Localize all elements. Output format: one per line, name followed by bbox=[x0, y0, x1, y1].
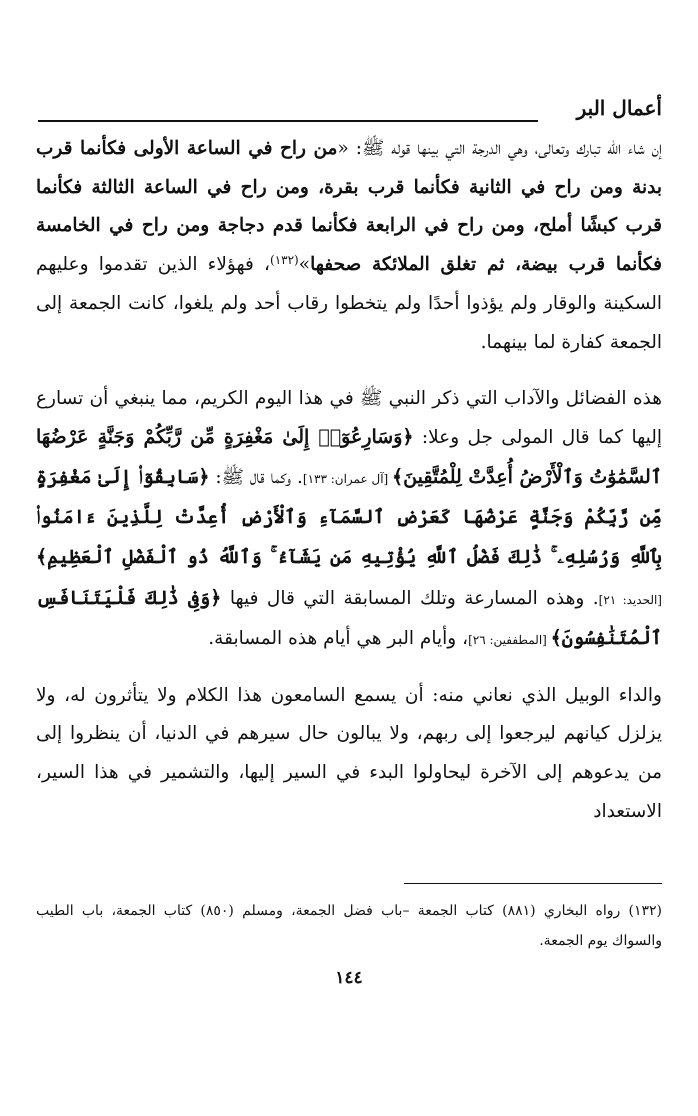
main-text bbox=[36, 130, 662, 831]
paragraph-1 bbox=[36, 130, 662, 363]
page-number: ١٤٤ bbox=[335, 968, 363, 988]
text-run: ، فهؤلاء الذين تقدموا وعليهم السكينة والوقار ولم يؤذوا أحدًا ولم يتخطوا رقاب أحد ولم يلغوا، كانت الجمعة إلى الجمعة كفارة لما بينهما. bbox=[36, 253, 662, 353]
paragraph-2 bbox=[36, 380, 662, 660]
text-run: هذه الفضائل والآداب التي ذكر النبي ﷺ في هذا اليوم الكريم، مما ينبغي أن تسارع إليها كما قال المولى جل وعلا: bbox=[36, 387, 662, 449]
text-run: ، وأيام البر هي أيام هذه المسابقة. bbox=[208, 628, 469, 650]
footnote-marker: (١٣٢) bbox=[270, 252, 299, 267]
running-head bbox=[38, 96, 662, 120]
verse-reference: [آل عمران: ١٣٣] bbox=[302, 471, 393, 486]
text-run: . وكما قال ﷺ: bbox=[209, 466, 303, 488]
text-run: . وهذه المسارعة وتلك المسابقة التي قال فيها bbox=[221, 587, 599, 609]
text-run: والداء الوبيل الذي نعاني منه: أن يسمع السامعون هذا الكلام ولا يتأثرون له، ولا يزلزل كيانهم ليرجعوا إلى ربهم، ولا يبالون حال سيرهم في الدنيا، أن ينظروا إلى من يدعوهم إلى الآخرة ليحاولوا البدء في السير إليها، والتشمير في هذا السير، الاستعداد bbox=[36, 684, 662, 822]
quran-verse: ﴿وَسَارِعُوٓا۟ إِلَىٰ مَغْفِرَةٍ مِّن رَّبِّكُمْ وَجَنَّةٍ عَرْضُهَا ٱلسَّمَٰوَٰتُ وَٱلْأَرْضُ أُعِدَّتْ لِلْمُتَّقِينَ﴾ bbox=[36, 426, 662, 488]
running-title: أعمال البر bbox=[576, 96, 662, 120]
quran-verse: ﴿سَابِقُوٓا۟ إِلَىٰ مَغْفِرَةٍ مِّن رَّبِّكُمْ وَجَنَّةٍ عَرْضُهَا كَعَرْضِ ٱلسَّمَآءِ وَٱلْأَرْضِ أُعِدَّتْ لِلَّذِينَ ءَامَنُوا۟ بِٱللَّهِ وَرُسُلِهِۦ ۚ ذَٰلِكَ فَضْلُ ٱللَّهِ يُؤْتِيهِ مَن يَشَآءُ ۚ وَٱللَّهُ ذُو ٱلْفَضْلِ ٱلْعَظِيمِ﴾ bbox=[36, 465, 662, 568]
verse-reference: [المطففين: ٢٦] bbox=[468, 633, 551, 648]
hadith-text: من راح في الساعة الأولى فكأنما قرب بدنة ومن راح في الثانية فكأنما قرب بقرة، ومن راح في الساعة الثالثة فكأنما قرب كبشًا أملح، ومن راح في الرابعة فكأنما قدم دجاجة ومن راح في الخامسة فكأنما قرب بيضة، ثم تغلق الملائكة صحفها bbox=[36, 138, 662, 275]
paragraph-3 bbox=[36, 677, 662, 831]
quote-close: » bbox=[298, 253, 311, 275]
quran-verse: ﴿وَفِى ذَٰلِكَ فَلْيَتَنَافَسِ ٱلْمُتَنَٰفِسُونَ﴾ bbox=[36, 586, 662, 650]
footnote bbox=[36, 896, 662, 956]
footnote-rule bbox=[404, 883, 662, 884]
footnote-text: (١٣٢) رواه البخاري (٨٨١) كتاب الجمعة –باب فضل الجمعة، ومسلم (٨٥٠) كتاب الجمعة، باب الطيب والسواك يوم الجمعة. bbox=[36, 903, 662, 949]
verse-reference: [الحديد: ٢١] bbox=[598, 592, 662, 607]
header-rule bbox=[38, 120, 538, 122]
text-run: إن شاء الله تبارك وتعالى، وهي الدرجة التي بينها قوله ﷺ: « bbox=[337, 138, 662, 159]
